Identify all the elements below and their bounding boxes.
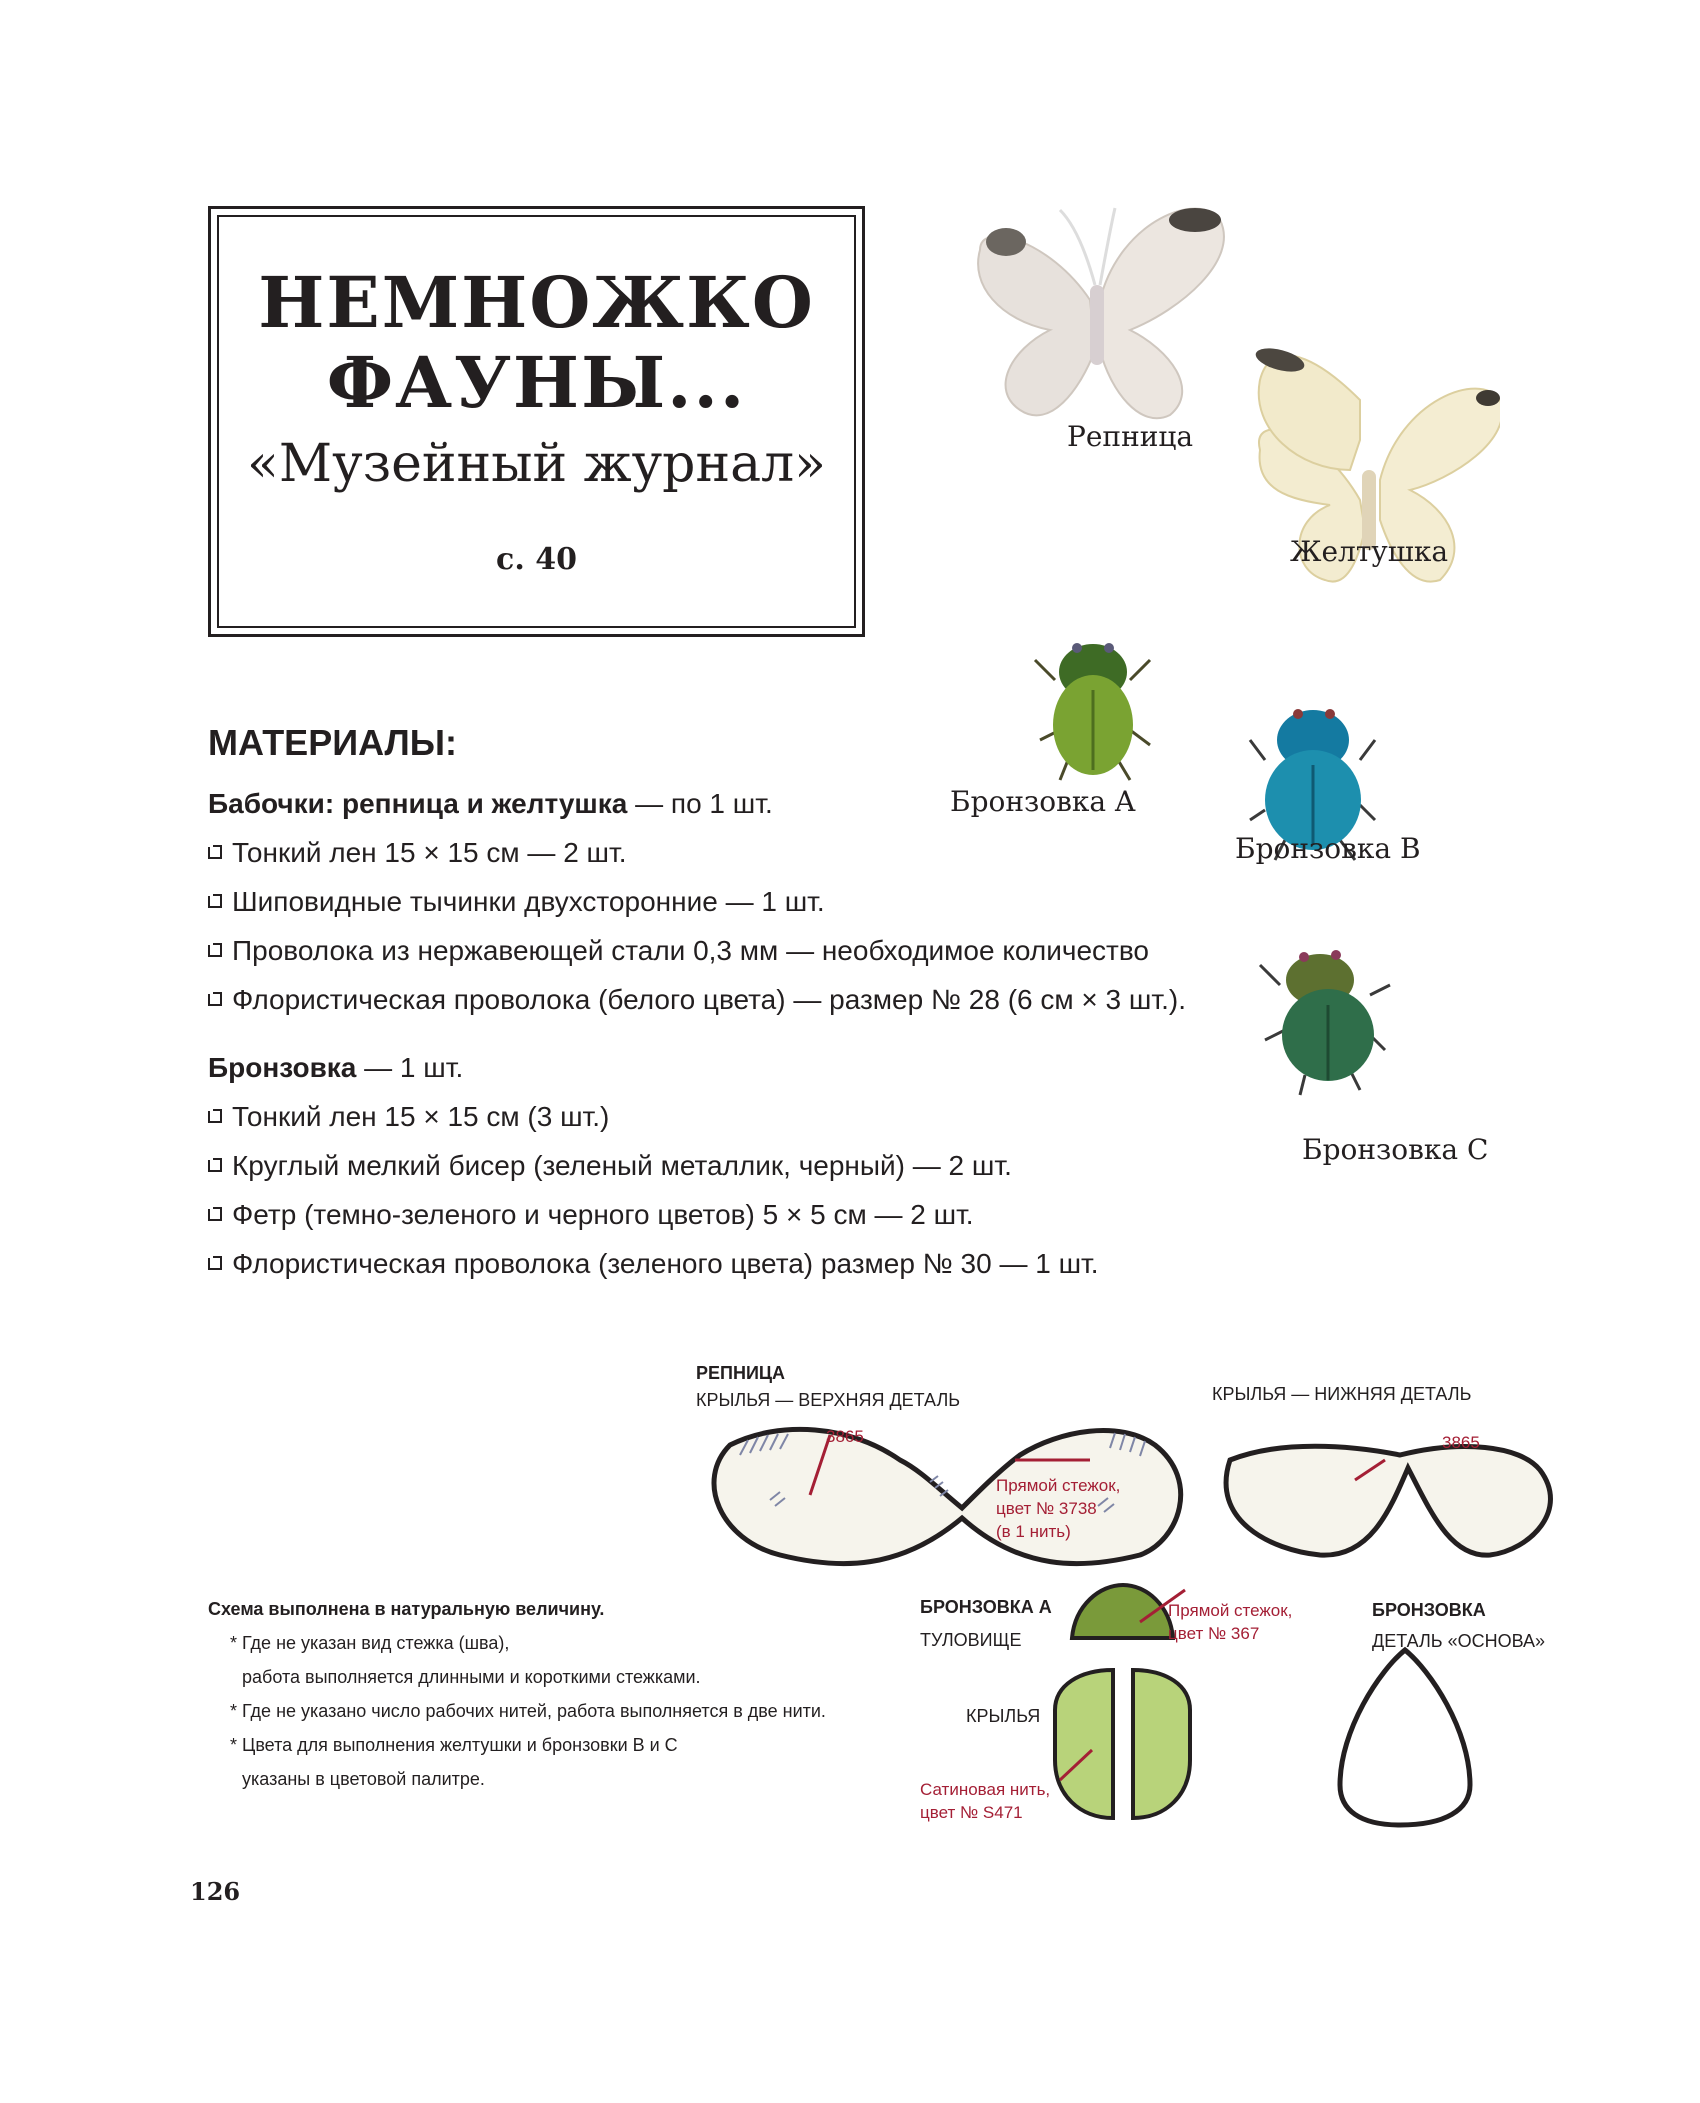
materials-heading: МАТЕРИАЛЫ:	[208, 722, 458, 763]
list-item-text: Круглый мелкий бисер (зеленый металлик, черный) — 2 шт.	[232, 1150, 1012, 1181]
beetle-bronzovka-a-image	[1035, 643, 1150, 780]
diagram-upper-wings-label: КРЫЛЬЯ — ВЕРХНЯЯ ДЕТАЛЬ	[696, 1390, 961, 1410]
scheme-notes	[208, 1592, 826, 1796]
title-line-1: НЕМНОЖКО	[258, 261, 815, 344]
satin-thread-color: цвет № S471	[920, 1803, 1023, 1822]
caption-zheltushka: Желтушка	[1290, 535, 1449, 568]
color-code-3865-lower: 3865	[1442, 1433, 1480, 1452]
color-code-3865-upper: 3865	[826, 1427, 864, 1446]
base-shape	[1340, 1650, 1470, 1825]
list-item-text: Шиповидные тычинки двухсторонние — 1 шт.	[232, 886, 825, 917]
list-item	[208, 1150, 1012, 1182]
checkbox-bullet-icon	[208, 1207, 222, 1221]
materials-group-2	[208, 1052, 463, 1084]
list-item	[208, 837, 627, 869]
straight-stitch-color-1: цвет № 3738	[996, 1499, 1097, 1518]
diagram-wings-label: КРЫЛЬЯ	[966, 1706, 1041, 1726]
checkbox-bullet-icon	[208, 1109, 222, 1123]
satin-thread-label: Сатиновая нить,	[920, 1780, 1051, 1799]
checkbox-bullet-icon	[208, 1256, 222, 1270]
group-1-qty: — по 1 шт.	[627, 788, 773, 819]
note-line: * Где не указано число рабочих нитей, работа выполняется в две нити.	[230, 1701, 826, 1721]
list-item	[208, 984, 1186, 1016]
diagram-bronzovka-title: БРОНЗОВКА	[1372, 1600, 1486, 1620]
list-item-text: Проволока из нержавеющей стали 0,3 мм — необходимое количество	[232, 935, 1149, 966]
list-item-text: Тонкий лен 15 × 15 см — 2 шт.	[232, 837, 627, 868]
group-2-name: Бронзовка	[208, 1052, 357, 1083]
list-item	[208, 1248, 1099, 1280]
diagram-bronzovka-a-title: БРОНЗОВКА A	[920, 1597, 1052, 1617]
title-line-2: ФАУНЫ...	[326, 341, 747, 424]
note-line: работа выполняется длинными и короткими стежками.	[242, 1667, 701, 1687]
caption-bronzovka-a: Бронзовка A	[950, 785, 1136, 818]
diagram-lower-wings-label: КРЫЛЬЯ — НИЖНЯЯ ДЕТАЛЬ	[1212, 1384, 1472, 1404]
diagram-base-label: ДЕТАЛЬ «ОСНОВА»	[1372, 1631, 1546, 1651]
note-line: * Цвета для выполнения желтушки и бронзовки B и C	[230, 1735, 678, 1755]
note-line: указаны в цветовой палитре.	[242, 1769, 485, 1789]
materials-group-1	[208, 788, 773, 820]
diagram-torso-label: ТУЛОВИЩЕ	[920, 1630, 1022, 1650]
group-2-qty: — 1 шт.	[356, 1052, 464, 1083]
checkbox-bullet-icon	[208, 992, 222, 1006]
checkbox-bullet-icon	[208, 894, 222, 908]
lower-wings-shape	[1226, 1446, 1550, 1555]
page-number: 126	[190, 1877, 241, 1906]
diagram-repnitsa-title: РЕПНИЦА	[696, 1363, 786, 1383]
checkbox-bullet-icon	[208, 943, 222, 957]
straight-stitch-color-2: цвет № 367	[1168, 1624, 1260, 1643]
list-item-text: Фетр (темно-зеленого и черного цветов) 5 × 5 см — 2 шт.	[232, 1199, 974, 1230]
list-item	[208, 1101, 609, 1133]
group-1-name: Бабочки: репница и желтушка	[208, 788, 628, 819]
list-item	[208, 935, 1149, 967]
subtitle: «Музейный журнал»	[247, 434, 826, 494]
insect-photos	[960, 190, 1500, 1180]
list-item-text: Тонкий лен 15 × 15 см (3 шт.)	[232, 1101, 610, 1132]
butterfly-repnitsa-image	[978, 208, 1224, 418]
checkbox-bullet-icon	[208, 845, 222, 859]
wing-right-shape	[1133, 1670, 1190, 1818]
page-reference: с. 40	[496, 542, 577, 577]
notes-heading: Схема выполнена в натуральную величину.	[208, 1599, 605, 1619]
list-item	[208, 886, 825, 918]
straight-stitch-label-2: Прямой стежок,	[1168, 1601, 1293, 1620]
caption-bronzovka-b: Бронзовка B	[1235, 832, 1421, 865]
caption-bronzovka-c: Бронзовка C	[1302, 1133, 1489, 1166]
checkbox-bullet-icon	[208, 1158, 222, 1172]
straight-stitch-threads-1: (в 1 нить)	[996, 1522, 1071, 1541]
list-item-text: Флористическая проволока (белого цвета) — размер № 28 (6 см × 3 шт.).	[232, 984, 1186, 1015]
torso-shape	[1072, 1585, 1173, 1638]
straight-stitch-label-1: Прямой стежок,	[996, 1476, 1121, 1495]
beetle-bronzovka-c-image	[1260, 950, 1390, 1095]
wing-left-shape	[1055, 1670, 1113, 1818]
list-item	[208, 1199, 974, 1231]
list-item-text: Флористическая проволока (зеленого цвета) размер № 30 — 1 шт.	[232, 1248, 1099, 1279]
caption-repnitsa: Репница	[1067, 420, 1194, 453]
note-line: * Где не указан вид стежка (шва),	[230, 1633, 510, 1653]
